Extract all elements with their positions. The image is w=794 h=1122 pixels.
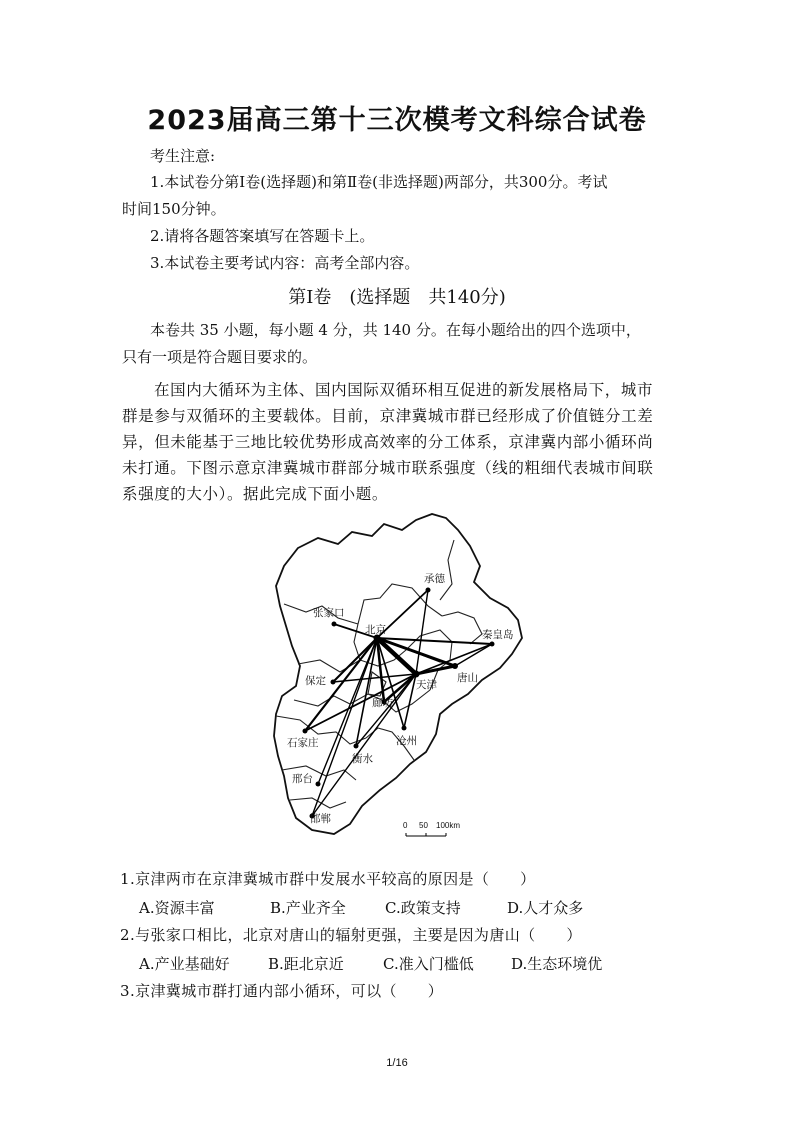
question-2-option-c: C.准入门槛低 (383, 955, 474, 973)
material-line-2: 群是参与双循环的主要载体。目前，京津冀城市群已经形成了价值链分工差 (122, 407, 654, 425)
jingjinji-city-link-map (262, 512, 534, 842)
section-heading: 第Ⅰ卷 (选择题 共140分) (288, 287, 506, 308)
city-dot-tianjin (413, 671, 420, 678)
city-dot-chengde (426, 588, 431, 593)
link-beijing-hengshui (356, 638, 377, 746)
section-intro: 本卷共 35 小题，每小题 4 分，共 140 分。在每小题给出的四个选项中， (150, 321, 641, 339)
material-line-1: 在国内大循环为主体、国内国际双循环相互促进的新发展格局下，城市 (154, 381, 654, 399)
city-dot-tangshan (452, 663, 458, 669)
label-langfang: 廊坊 (372, 697, 393, 709)
label-baoding: 保定 (305, 675, 326, 687)
section-intro-cont: 只有一项是符合题目要求的。 (122, 348, 318, 366)
label-xingtai: 邢台 (292, 773, 313, 785)
city-dot-xingtai (316, 782, 321, 787)
label-qinhuangdao: 秦皇岛 (482, 629, 514, 641)
question-2-stem: 2.与张家口相比，北京对唐山的辐射更强，主要是因为唐山（ ） (120, 926, 582, 944)
label-cangzhou: 沧州 (396, 735, 417, 747)
exam-title: 2023届高三第十三次模考文科综合试卷 (147, 105, 647, 136)
scale-bar (403, 821, 460, 836)
link-beijing-handan (312, 638, 377, 816)
material-line-4: 未打通。下图示意京津冀城市群部分城市联系强度（线的粗细代表城市间联 (122, 459, 654, 477)
question-2-option-d: D.生态环境优 (511, 955, 603, 973)
material-line-3: 异，但未能基于三地比较优势形成高效率的分工体系，京津冀内部小循环尚 (122, 433, 654, 451)
link-tangshan-qinhuangdao (455, 644, 492, 666)
label-hengshui: 衡水 (352, 753, 373, 765)
notice-item-3: 3.本试卷主要考试内容：高考全部内容。 (150, 254, 420, 272)
link-tianjin-chengde (416, 590, 428, 674)
question-2-option-a: A.产业基础好 (139, 955, 230, 973)
label-chengde: 承德 (424, 573, 445, 585)
scale-end: 100km (436, 821, 461, 830)
city-dots (303, 588, 495, 819)
question-1-option-d: D.人才众多 (507, 899, 584, 917)
notice-title: 考生注意: (150, 147, 216, 165)
question-1-stem: 1.京津两市在京津冀城市群中发展水平较高的原因是（ ） (120, 870, 536, 888)
label-zhangjiakou: 张家口 (313, 607, 345, 619)
map-internal-boundaries (276, 540, 482, 808)
city-dot-shijiazhuang (303, 729, 308, 734)
scale-zero: 0 (403, 821, 408, 830)
scale-mid: 50 (419, 821, 428, 830)
city-dot-cangzhou (402, 726, 407, 731)
question-1-option-b: B.产业齐全 (270, 899, 346, 917)
question-3-stem: 3.京津冀城市群打通内部小循环，可以（ ） (120, 982, 444, 1000)
label-handan: 邯郸 (310, 813, 331, 825)
notice-item-1-cont: 时间150分钟。 (122, 200, 226, 218)
label-tianjin: 天津 (416, 679, 437, 691)
city-dot-zhangjiakou (332, 622, 337, 627)
notice-item-2: 2.请将各题答案填写在答题卡上。 (150, 227, 375, 245)
label-beijing: 北京 (365, 624, 386, 636)
material-line-5: 系强度的大小）。据此完成下面小题。 (122, 485, 388, 503)
scale-line (406, 833, 446, 836)
city-labels (287, 572, 514, 825)
question-1-option-a: A.资源丰富 (139, 899, 215, 917)
city-dot-baoding (331, 680, 336, 685)
label-shijiazhuang: 石家庄 (287, 737, 319, 749)
map-region-outline (274, 514, 522, 834)
link-tianjin-qinhuangdao (416, 644, 492, 674)
city-dot-qinhuangdao (490, 642, 495, 647)
link-tianjin-tangshan (416, 666, 455, 674)
question-1-option-c: C.政策支持 (385, 899, 461, 917)
notice-item-1: 1.本试卷分第Ⅰ卷(选择题)和第Ⅱ卷(非选择题)两部分，共300分。考试 (150, 173, 608, 191)
page-number: 1/16 (386, 1057, 408, 1069)
city-dot-hengshui (354, 744, 359, 749)
question-2-option-b: B.距北京近 (268, 955, 344, 973)
label-tangshan: 唐山 (457, 672, 478, 684)
